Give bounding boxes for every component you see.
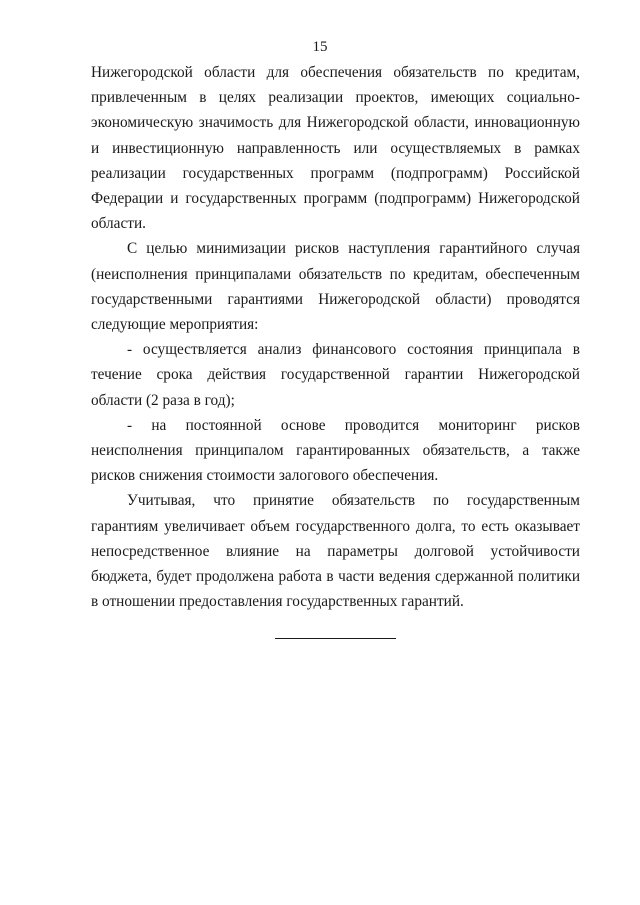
paragraph-debt-policy: Учитывая, что принятие обязательств по государственным гарантиям увеличивает объем государственного долга, то есть оказывает непосредственное влияние на параметры долговой устойчивости бюджета, будет продолжена работа в части ведения сдержанной политики в отношении предоставления государственных гарантий. [91,492,580,611]
page-number: 15 [312,39,328,55]
paragraph-risk-minimization: С целью минимизации рисков наступления гарантийного случая (неисполнения принципалами обязательств по кредитам, обеспеченным государственными гарантиями Нижегородской области) проводятся следующие мероприятия: [91,240,580,334]
paragraph-financial-analysis: - осуществляется анализ финансового состояния принципала в течение срока действия государственной гарантии Нижегородской области (2 раза в год); [91,341,580,409]
document-body [91,60,580,614]
paragraph-continuation: Нижегородской области для обеспечения обязательств по кредитам, привлеченным в целях реализации проектов, имеющих социально-экономическую значимость для Нижегородской области, инновационную и инвестиционную направленность или осуществляемых в рамках реализации государственных программ (подпрограмм) Российской Федерации и государственных программ (подпрограмм) Нижегородской области. [91,64,580,233]
end-separator-line [275,638,396,639]
paragraph-risk-monitoring: - на постоянной основе проводится мониторинг рисков неисполнения принципалом гарантированных обязательств, а также рисков снижения стоимости залогового обеспечения. [91,416,580,485]
